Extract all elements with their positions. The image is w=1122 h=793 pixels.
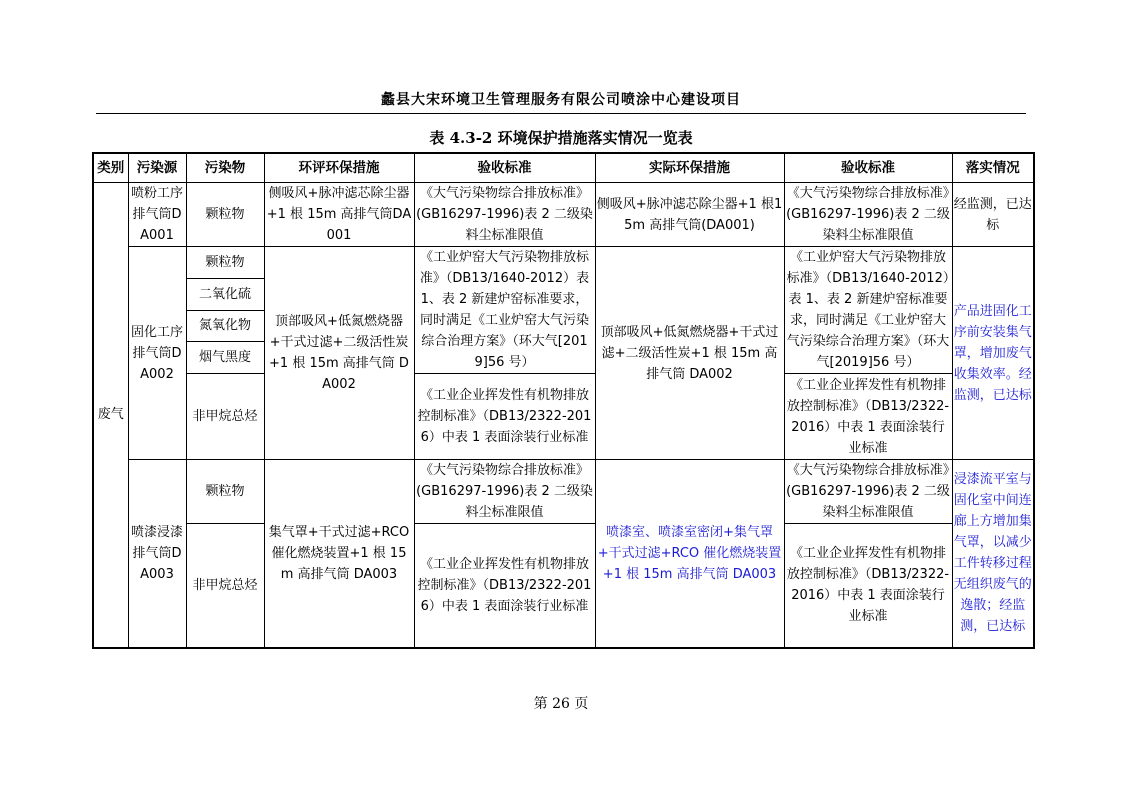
- actual-standard-cell: 《大气污染物综合排放标准》(GB16297-1996)表 2 二级染料尘标准限值: [784, 183, 952, 247]
- standard-cell: 《工业企业挥发性有机物排放控制标准》（DB13/2322-2016）中表 1 表面涂装行业标准: [414, 374, 595, 460]
- table-caption: 表 4.3-2 环境保护措施落实情况一览表: [429, 129, 693, 147]
- status-cell: 经监测，已达标: [952, 183, 1034, 247]
- column-header: 环评环保措施: [264, 153, 414, 183]
- standard-cell: 《工业炉窑大气污染物排放标准》（DB13/1640-2012）表 1、表 2 新建炉窑标准要求，同时满足《工业炉窑大气污染综合治理方案》（环大气[2019]56 号）: [414, 247, 595, 374]
- actual-standard-cell: 《大气污染物综合排放标准》(GB16297-1996)表 2 二级染料尘标准限值: [784, 460, 952, 524]
- standard-cell: 《工业企业挥发性有机物排放控制标准》（DB13/2322-2016）中表 1 表面涂装行业标准: [414, 524, 595, 648]
- source-cell: 喷粉工序排气筒DA001: [128, 183, 186, 247]
- column-header: 实际环保措施: [595, 153, 784, 183]
- status-cell: 产品进固化工序前安装集气罩，增加废气收集效率。经监测，已达标: [952, 247, 1034, 460]
- eia-measure-cell: 侧吸风+脉冲滤芯除尘器+1 根 15m 高排气筒DA001: [264, 183, 414, 247]
- table-row: [93, 374, 1034, 460]
- column-header: 污染物: [186, 153, 264, 183]
- status-cell: 浸漆流平室与固化室中间连廊上方增加集气罩，以减少工件转移过程无组织废气的逸散；经监测，已达标: [952, 460, 1034, 648]
- pollutant-cell: 非甲烷总烃: [186, 524, 264, 648]
- actual-measure-cell: 侧吸风+脉冲滤芯除尘器+1 根15m 高排气筒(DA001): [595, 183, 784, 247]
- source-cell: 固化工序排气筒DA002: [128, 247, 186, 460]
- pollutant-cell: 非甲烷总烃: [186, 374, 264, 460]
- table-row: [93, 183, 1034, 247]
- column-header: 验收标准: [784, 153, 952, 183]
- table-header-row: [93, 153, 1034, 183]
- pollutant-cell: 氮氧化物: [186, 310, 264, 342]
- table-row: [93, 247, 1034, 279]
- column-header: 类别: [93, 153, 128, 183]
- environmental-measures-table: [92, 152, 1035, 649]
- header-rule: [96, 113, 1026, 114]
- source-cell: 喷漆浸漆排气筒DA003: [128, 460, 186, 648]
- eia-measure-cell: 顶部吸风+低氮燃烧器+干式过滤+二级活性炭+1 根 15m 高排气筒 DA002: [264, 247, 414, 460]
- pollutant-cell: 颗粒物: [186, 247, 264, 279]
- column-header: 验收标准: [414, 153, 595, 183]
- actual-standard-cell: 《工业炉窑大气污染物排放标准》（DB13/1640-2012）表 1、表 2 新建炉窑标准要求，同时满足《工业炉窑大气污染综合治理方案》（环大气[2019]56 号）: [784, 247, 952, 374]
- table-row: [93, 460, 1034, 524]
- actual-measure-cell: 顶部吸风+低氮燃烧器+干式过滤+二级活性炭+1 根 15m 高排气筒 DA002: [595, 247, 784, 460]
- actual-standard-cell: 《工业企业挥发性有机物排放控制标准》（DB13/2322-2016）中表 1 表面涂装行业标准: [784, 374, 952, 460]
- table-row: [93, 524, 1034, 586]
- document-header: 蠡县大宋环境卫生管理服务有限公司喷涂中心建设项目: [381, 92, 741, 108]
- standard-cell: 《大气污染物综合排放标准》(GB16297-1996)表 2 二级染料尘标准限值: [414, 183, 595, 247]
- pollutant-cell: 颗粒物: [186, 183, 264, 247]
- actual-measure-cell: 喷漆室、喷漆室密闭+集气罩+干式过滤+RCO 催化燃烧装置+1 根 15m 高排气筒 DA003: [595, 460, 784, 648]
- column-header: 落实情况: [952, 153, 1034, 183]
- page-number: 第 26 页: [533, 696, 589, 712]
- pollutant-cell: 颗粒物: [186, 460, 264, 524]
- category-cell: 废气: [93, 183, 128, 648]
- eia-measure-cell: 集气罩+干式过滤+RCO 催化燃烧装置+1 根 15m 高排气筒 DA003: [264, 460, 414, 648]
- actual-standard-cell: 《工业企业挥发性有机物排放控制标准》（DB13/2322-2016）中表 1 表面涂装行业标准: [784, 524, 952, 648]
- standard-cell: 《大气污染物综合排放标准》(GB16297-1996)表 2 二级染料尘标准限值: [414, 460, 595, 524]
- pollutant-cell: 二氧化硫: [186, 278, 264, 310]
- column-header: 污染源: [128, 153, 186, 183]
- pollutant-cell: 烟气黑度: [186, 342, 264, 374]
